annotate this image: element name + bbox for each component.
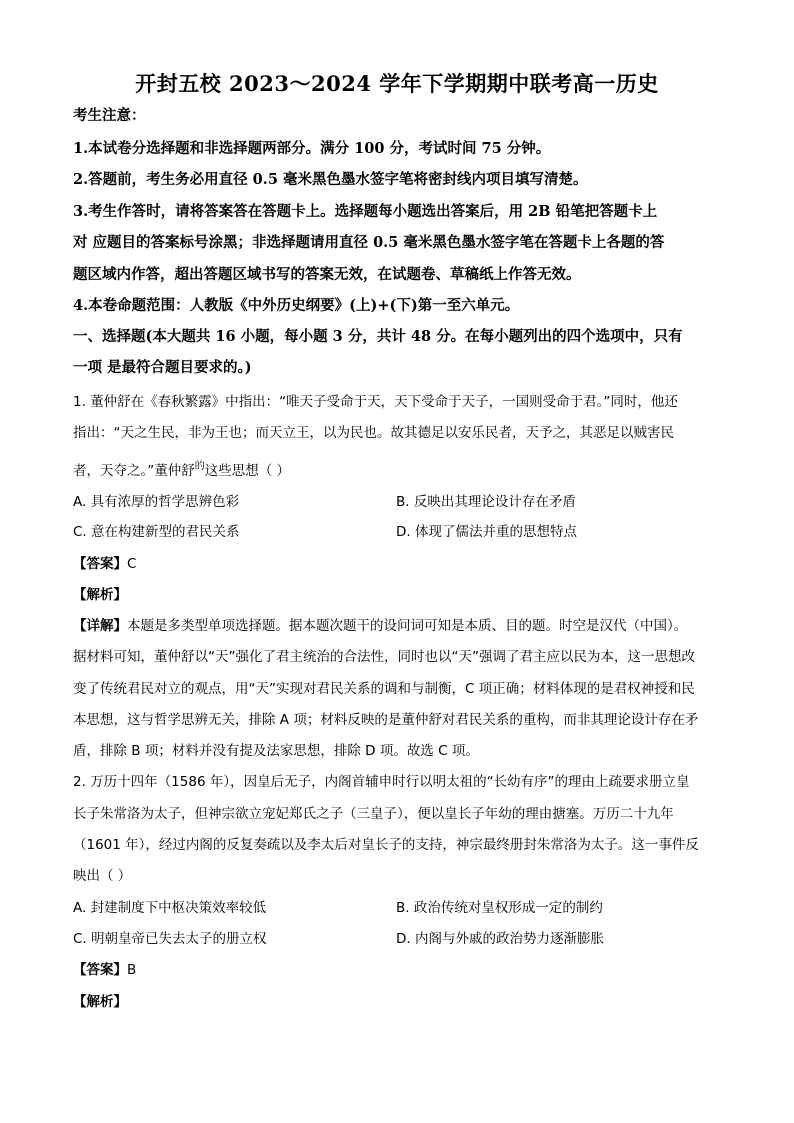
notice-line: 2.答题前，考生务必用直径 0.5 毫米黑色墨水签字笔将密封线内项目填写清楚。 — [73, 171, 588, 188]
notice-line: 4.本卷命题范围：人教版《中外历史纲要》(上)+(下)第一至六单元。 — [73, 297, 520, 314]
q2-option-d: D. 内阁与外戚的政治势力逐渐膨胀 — [396, 931, 604, 947]
q1-option-b: B. 反映出其理论设计存在矛盾 — [396, 494, 576, 510]
answer-value: C — [127, 556, 137, 572]
q1-stem-line: 1. 董仲舒在《春秋繁露》中指出：“唯天子受命于天，天下受命于天子，一国则受命于君。”同时，他还 — [73, 394, 678, 410]
answer-label: 【答案】 — [73, 556, 127, 572]
section-heading-line: 一项 是最符合题目要求的。) — [73, 359, 252, 376]
q1-detail-line: 本思想，这与哲学思辨无关，排除 A 项；材料反映的是董仲舒对君民关系的重构，而非其理论设计存在矛 — [73, 712, 699, 728]
q1-detail-line: 据材料可知，董仲舒以“天”强化了君主统治的合法性，同时也以“天”强调了君主应以民为本，这一思想改 — [73, 649, 695, 665]
q2-stem-line: 映出（ ） — [73, 868, 132, 884]
q1-stem-line-last — [73, 457, 725, 481]
notice-line: 题区域内作答，超出答题区域书写的答案无效，在试题卷、草稿纸上作答无效。 — [73, 266, 581, 283]
q1-detail-line: 盾，排除 B 项；材料并没有提及法家思想，排除 D 项。故选 C 项。 — [73, 743, 479, 759]
notice-line: 3.考生作答时，请将答案答在答题卡上。选择题每小题选出答案后，用 2B 铅笔把答题卡上 — [73, 203, 658, 220]
q1-stem-line: 指出：“天之生民，非为王也；而天立王，以为民也。故其德足以安乐民者，天予之，其恶足以贼害民 — [73, 425, 674, 441]
q2-answer — [73, 960, 136, 980]
q1-option-c: C. 意在构建新型的君民关系 — [73, 524, 240, 540]
page-title: 开封五校 2023～2024 学年下学期期中联考高一历史 — [135, 71, 659, 96]
q2-stem-line: 长子朱常洛为太子，但神宗欲立宠妃郑氏之子（三皇子），便以皇长子年幼的理由搪塞。万历二十九年 — [73, 806, 674, 822]
q2-option-c: C. 明朝皇帝已失去太子的册立权 — [73, 931, 267, 947]
q2-option-a: A. 封建制度下中枢决策效率较低 — [73, 900, 267, 916]
q2-stem-line: （1601 年），经过内阁的反复奏疏以及李太后对皇长子的支持，神宗最终册封朱常洛为太子。这一事件反 — [73, 837, 699, 853]
q1-option-d: D. 体现了儒法并重的思想特点 — [396, 524, 577, 540]
q2-analysis — [73, 992, 127, 1012]
section-heading-line: 一、选择题(本大题共 16 小题，每小题 3 分，共计 48 分。在每小题列出的四个选项中，只有 — [73, 328, 683, 345]
analysis-label: 【解析】 — [73, 994, 127, 1010]
notice-heading: 考生注意： — [73, 107, 146, 124]
q2-stem-line: 2. 万历十四年（1586 年），因皇后无子，内阁首辅申时行以明太祖的“长幼有序”的理由上疏要求册立皇 — [73, 774, 690, 790]
q1-stem-part: 这些思想（ ） — [204, 463, 291, 479]
detail-label: 【详解】 — [73, 618, 127, 634]
answer-value: B — [127, 962, 137, 978]
analysis-label: 【解析】 — [73, 587, 127, 603]
answer-label: 【答案】 — [73, 962, 127, 978]
notice-line: 1.本试卷分选择题和非选择题两部分。满分 100 分，考试时间 75 分钟。 — [73, 140, 551, 157]
q1-answer — [73, 554, 136, 574]
q2-option-b: B. 政治传统对皇权形成一定的制约 — [396, 900, 603, 916]
q1-stem-superscript: 的 — [194, 461, 205, 472]
q1-analysis — [73, 585, 127, 605]
q1-stem-part: 者，天夺之。”董仲舒 — [73, 463, 195, 479]
detail-text: 本题是多类型单项选择题。据本题次题干的设问词可知是本质、目的题。时空是汉代（中国）。 — [127, 618, 688, 634]
q1-detail-line: 变了传统君民对立的观点，用“天”实现对君民关系的调和与制衡，C 项正确；材料体现的是君权神授和民 — [73, 681, 695, 697]
q1-detail-line — [73, 616, 725, 636]
notice-line: 对 应题目的答案标号涂黑；非选择题请用直径 0.5 毫米黑色墨水签字笔在答题卡上各题的答 — [73, 234, 665, 251]
q1-option-a: A. 具有浓厚的哲学思辨色彩 — [73, 494, 240, 510]
